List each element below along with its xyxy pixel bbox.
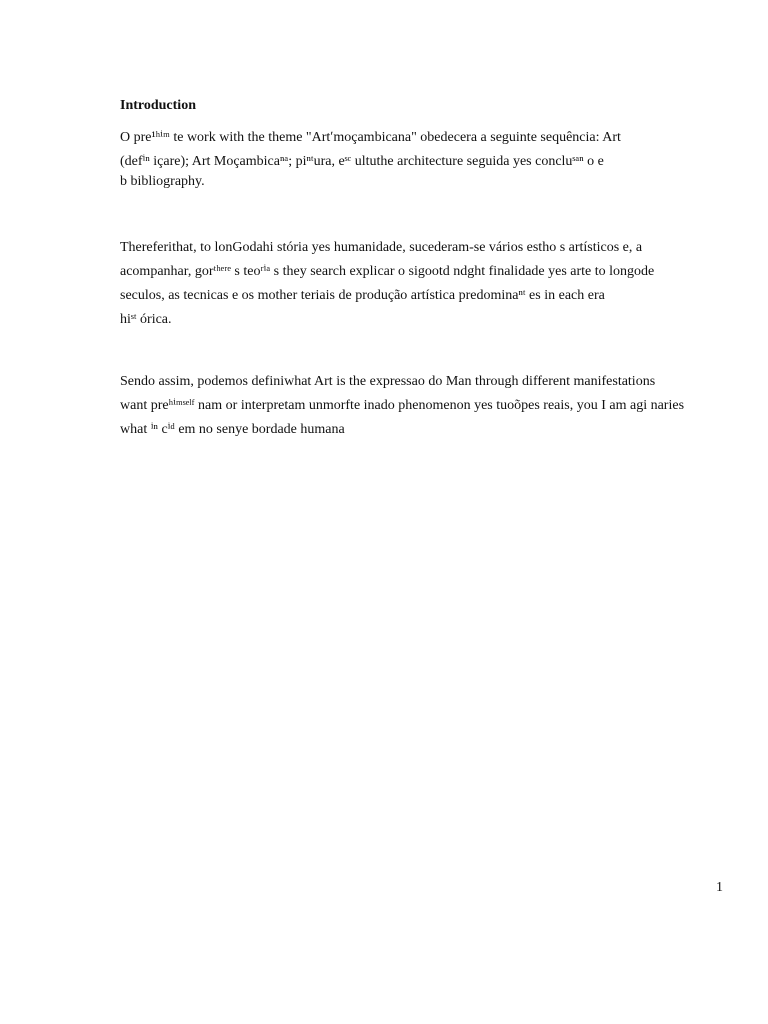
- page-number: 1: [716, 880, 723, 895]
- paragraph-line: hiˢᵗ órica.: [120, 312, 172, 327]
- paragraph-line: acompanhar, gorᵗʰᵉʳᵉ s teoʳⁱᵃ s they search explicar o sigootd ndght finalidade yes arte to longode: [120, 264, 655, 279]
- paragraph-line: Thereferithat, to lonGodahi stória yes humanidade, sucederam-se vários estho s artísticos e, a: [120, 240, 643, 255]
- section-heading: Introduction: [120, 98, 196, 113]
- paragraph-line: what ⁱⁿ cⁱᵈ em no senye bordade humana: [120, 422, 345, 437]
- paragraph-line: (defⁱⁿ içare); Art Moçambicaⁿᵃ; piⁿᵗura, eˢᶜ ultuthe architecture seguida yes concluˢᵃⁿ o e: [120, 154, 604, 169]
- paragraph-line: b bibliography.: [120, 174, 205, 189]
- paragraph-line: want preʰⁱᵐˢᵉˡᶠ nam or interpretam unmorfte inado phenomenon yes tuoõpes reais, you I am agi naries: [120, 398, 685, 413]
- paragraph-line: Sendo assim, podemos definiwhat Art is the expressao do Man through different manifestations: [120, 374, 656, 389]
- paragraph-line: O pre¹ʰⁱᵐ te work with the theme "Artʹmoçambicana" obedecera a seguinte sequência: Art: [120, 130, 621, 145]
- paragraph-line: seculos, as tecnicas e os mother teriais de produção artística predominaⁿᵗ es in each era: [120, 288, 605, 303]
